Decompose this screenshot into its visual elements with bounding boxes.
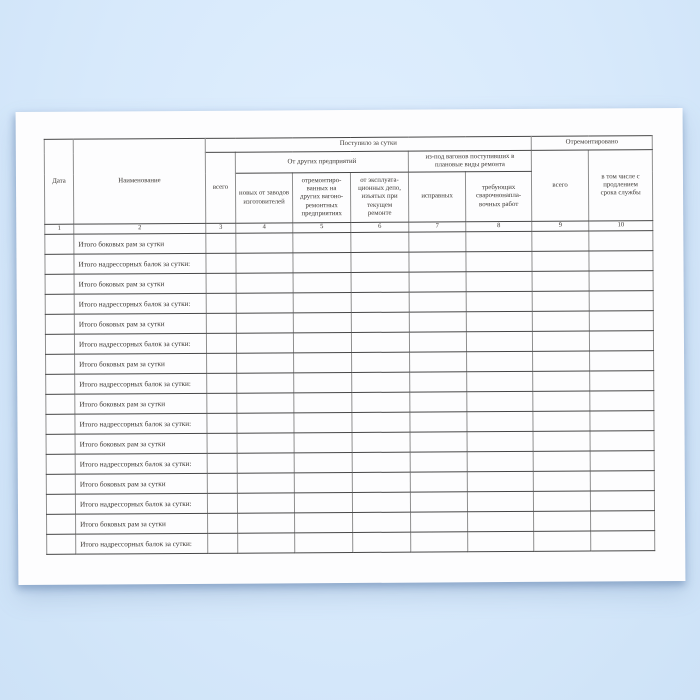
value-cell bbox=[206, 333, 236, 353]
date-cell bbox=[45, 294, 74, 314]
date-cell bbox=[45, 314, 74, 334]
value-cell bbox=[236, 253, 293, 273]
value-cell bbox=[410, 472, 467, 492]
value-cell bbox=[589, 311, 653, 331]
value-cell bbox=[590, 351, 654, 371]
value-cell bbox=[351, 272, 409, 292]
value-cell bbox=[294, 392, 352, 412]
value-cell bbox=[207, 393, 237, 413]
value-cell bbox=[409, 292, 466, 312]
row-label-cell: Итого надрессорных балок за сутки: bbox=[75, 413, 207, 434]
value-cell bbox=[466, 291, 532, 311]
value-cell bbox=[206, 313, 236, 333]
value-cell bbox=[352, 472, 410, 492]
header-repaired-total: всего bbox=[531, 150, 588, 221]
value-cell bbox=[351, 312, 409, 332]
value-cell bbox=[351, 332, 409, 352]
header-repaired-with-extension: в том числе с продлением срока службы bbox=[588, 150, 652, 221]
value-cell bbox=[207, 453, 237, 473]
row-label-cell: Итого боковых рам за сутки bbox=[75, 433, 207, 454]
header-repaired-at-other: отремонтиро- ванных на других вагоно- ремонтных предприятиях bbox=[292, 172, 350, 222]
column-number: 2 bbox=[74, 223, 206, 234]
date-cell bbox=[45, 274, 74, 294]
value-cell bbox=[293, 252, 351, 272]
value-cell bbox=[293, 272, 351, 292]
value-cell bbox=[207, 473, 237, 493]
header-from-under-wagons: из-под вагонов поступивших в плановые виды ремонта bbox=[408, 150, 531, 172]
value-cell bbox=[466, 271, 532, 291]
date-cell bbox=[47, 534, 76, 554]
table-body bbox=[45, 231, 655, 555]
value-cell bbox=[238, 513, 295, 533]
column-number: 3 bbox=[206, 223, 236, 233]
value-cell bbox=[589, 291, 653, 311]
value-cell bbox=[206, 253, 236, 273]
value-cell bbox=[206, 273, 236, 293]
table-header bbox=[44, 136, 653, 235]
value-cell bbox=[352, 412, 410, 432]
value-cell bbox=[352, 392, 410, 412]
value-cell bbox=[237, 473, 294, 493]
row-label-cell: Итого надрессорных балок за сутки: bbox=[74, 253, 206, 274]
value-cell bbox=[532, 291, 589, 311]
header-serviceable: исправных bbox=[408, 172, 465, 222]
value-cell bbox=[466, 311, 532, 331]
value-cell bbox=[236, 273, 293, 293]
value-cell bbox=[236, 333, 293, 353]
row-label-cell: Итого боковых рам за сутки bbox=[75, 393, 207, 414]
value-cell bbox=[590, 391, 654, 411]
date-cell bbox=[46, 414, 75, 434]
row-label-cell: Итого боковых рам за сутки bbox=[74, 313, 206, 334]
value-cell bbox=[533, 411, 590, 431]
value-cell bbox=[467, 351, 533, 371]
value-cell bbox=[411, 512, 468, 532]
value-cell bbox=[236, 313, 293, 333]
column-number: 7 bbox=[409, 222, 466, 232]
repair-journal-table bbox=[44, 135, 656, 555]
value-cell bbox=[237, 373, 294, 393]
value-cell bbox=[534, 511, 591, 531]
row-label-cell: Итого боковых рам за сутки bbox=[75, 473, 207, 494]
value-cell bbox=[532, 331, 589, 351]
value-cell bbox=[589, 331, 653, 351]
value-cell bbox=[206, 293, 236, 313]
value-cell bbox=[590, 411, 654, 431]
column-number: 6 bbox=[351, 222, 409, 232]
date-cell bbox=[45, 254, 74, 274]
value-cell bbox=[353, 512, 411, 532]
value-cell bbox=[467, 371, 533, 391]
value-cell bbox=[409, 272, 466, 292]
row-label-cell: Итого надрессорных балок за сутки: bbox=[75, 493, 207, 514]
value-cell bbox=[411, 532, 468, 552]
value-cell bbox=[467, 451, 533, 471]
row-label-cell: Итого боковых рам за сутки bbox=[76, 513, 208, 534]
value-cell bbox=[410, 432, 467, 452]
column-number: 5 bbox=[293, 222, 351, 232]
value-cell bbox=[410, 392, 467, 412]
table-row bbox=[47, 531, 655, 555]
value-cell bbox=[533, 391, 590, 411]
value-cell bbox=[468, 511, 534, 531]
value-cell bbox=[238, 533, 295, 553]
value-cell bbox=[208, 513, 238, 533]
value-cell bbox=[294, 492, 352, 512]
date-cell bbox=[45, 334, 74, 354]
value-cell bbox=[352, 372, 410, 392]
value-cell bbox=[590, 491, 654, 511]
date-cell bbox=[46, 394, 75, 414]
value-cell bbox=[207, 373, 237, 393]
value-cell bbox=[410, 412, 467, 432]
header-received-total: всего bbox=[205, 152, 235, 223]
value-cell bbox=[237, 353, 294, 373]
value-cell bbox=[351, 292, 409, 312]
row-label-cell: Итого надрессорных балок за сутки: bbox=[76, 533, 208, 554]
header-from-other-enterprises: От других предприятий bbox=[235, 151, 408, 173]
value-cell bbox=[236, 233, 293, 253]
value-cell bbox=[293, 232, 351, 252]
date-cell bbox=[46, 474, 75, 494]
value-cell bbox=[351, 232, 409, 252]
value-cell bbox=[294, 472, 352, 492]
value-cell bbox=[467, 491, 533, 511]
value-cell bbox=[466, 231, 532, 251]
row-label-cell: Итого надрессорных балок за сутки: bbox=[74, 333, 206, 354]
value-cell bbox=[410, 492, 467, 512]
row-label-cell: Итого надрессорных балок за сутки: bbox=[75, 453, 207, 474]
value-cell bbox=[532, 251, 589, 271]
value-cell bbox=[589, 271, 653, 291]
value-cell bbox=[466, 251, 532, 271]
value-cell bbox=[533, 491, 590, 511]
column-number: 1 bbox=[45, 224, 74, 234]
value-cell bbox=[590, 431, 654, 451]
value-cell bbox=[207, 493, 237, 513]
value-cell bbox=[467, 431, 533, 451]
value-cell bbox=[294, 352, 352, 372]
value-cell bbox=[467, 471, 533, 491]
date-cell bbox=[46, 354, 75, 374]
value-cell bbox=[293, 332, 351, 352]
date-cell bbox=[46, 434, 75, 454]
value-cell bbox=[237, 493, 294, 513]
header-new-from-plants: новых от заводов изготовителей bbox=[235, 173, 292, 223]
value-cell bbox=[207, 433, 237, 453]
value-cell bbox=[467, 411, 533, 431]
value-cell bbox=[206, 233, 236, 253]
value-cell bbox=[533, 431, 590, 451]
value-cell bbox=[410, 452, 467, 472]
row-label-cell: Итого надрессорных балок за сутки: bbox=[75, 373, 207, 394]
value-cell bbox=[237, 413, 294, 433]
value-cell bbox=[534, 531, 591, 551]
value-cell bbox=[409, 312, 466, 332]
value-cell bbox=[352, 492, 410, 512]
value-cell bbox=[352, 352, 410, 372]
value-cell bbox=[532, 231, 589, 251]
value-cell bbox=[293, 292, 351, 312]
value-cell bbox=[294, 372, 352, 392]
value-cell bbox=[237, 433, 294, 453]
value-cell bbox=[468, 531, 534, 551]
header-from-operational-depot: от эксплуата- ционных депо, изъятых при текущем ремонте bbox=[350, 172, 408, 222]
date-cell bbox=[45, 234, 74, 254]
column-number: 8 bbox=[466, 221, 532, 231]
value-cell bbox=[352, 432, 410, 452]
value-cell bbox=[410, 372, 467, 392]
value-cell bbox=[236, 293, 293, 313]
value-cell bbox=[591, 511, 655, 531]
value-cell bbox=[295, 532, 353, 552]
value-cell bbox=[293, 312, 351, 332]
value-cell bbox=[294, 432, 352, 452]
row-label-cell: Итого боковых рам за сутки bbox=[74, 233, 206, 254]
row-label-cell: Итого боковых рам за сутки bbox=[74, 273, 206, 294]
column-number: 9 bbox=[532, 221, 589, 231]
paper-sheet bbox=[16, 108, 686, 585]
row-label-cell: Итого надрессорных балок за сутки: bbox=[74, 293, 206, 314]
column-number: 4 bbox=[236, 223, 293, 233]
value-cell bbox=[208, 533, 238, 553]
value-cell bbox=[352, 452, 410, 472]
value-cell bbox=[590, 371, 654, 391]
date-cell bbox=[46, 454, 75, 474]
value-cell bbox=[532, 311, 589, 331]
value-cell bbox=[589, 231, 653, 251]
row-label-cell: Итого боковых рам за сутки bbox=[75, 353, 207, 374]
value-cell bbox=[237, 393, 294, 413]
value-cell bbox=[294, 452, 352, 472]
value-cell bbox=[409, 232, 466, 252]
date-cell bbox=[47, 514, 76, 534]
header-received-group: Поступило за сутки bbox=[205, 136, 531, 152]
column-number: 10 bbox=[589, 221, 653, 231]
value-cell bbox=[237, 453, 294, 473]
header-repaired-group: Отремонтировано bbox=[531, 136, 652, 151]
value-cell bbox=[591, 531, 655, 551]
value-cell bbox=[351, 252, 409, 272]
date-cell bbox=[46, 374, 75, 394]
value-cell bbox=[207, 353, 237, 373]
header-date: Дата bbox=[44, 139, 74, 224]
value-cell bbox=[533, 471, 590, 491]
value-cell bbox=[533, 371, 590, 391]
value-cell bbox=[409, 252, 466, 272]
value-cell bbox=[207, 413, 237, 433]
value-cell bbox=[467, 391, 533, 411]
header-name: Наименование bbox=[73, 138, 206, 224]
value-cell bbox=[533, 451, 590, 471]
value-cell bbox=[353, 532, 411, 552]
value-cell bbox=[533, 351, 590, 371]
date-cell bbox=[46, 494, 75, 514]
value-cell bbox=[409, 332, 466, 352]
value-cell bbox=[410, 352, 467, 372]
value-cell bbox=[532, 271, 589, 291]
header-requiring-welding: требующих сварочнонапла- вочных работ bbox=[465, 171, 531, 221]
value-cell bbox=[590, 451, 654, 471]
value-cell bbox=[294, 412, 352, 432]
value-cell bbox=[295, 512, 353, 532]
value-cell bbox=[589, 251, 653, 271]
value-cell bbox=[466, 331, 532, 351]
value-cell bbox=[590, 471, 654, 491]
